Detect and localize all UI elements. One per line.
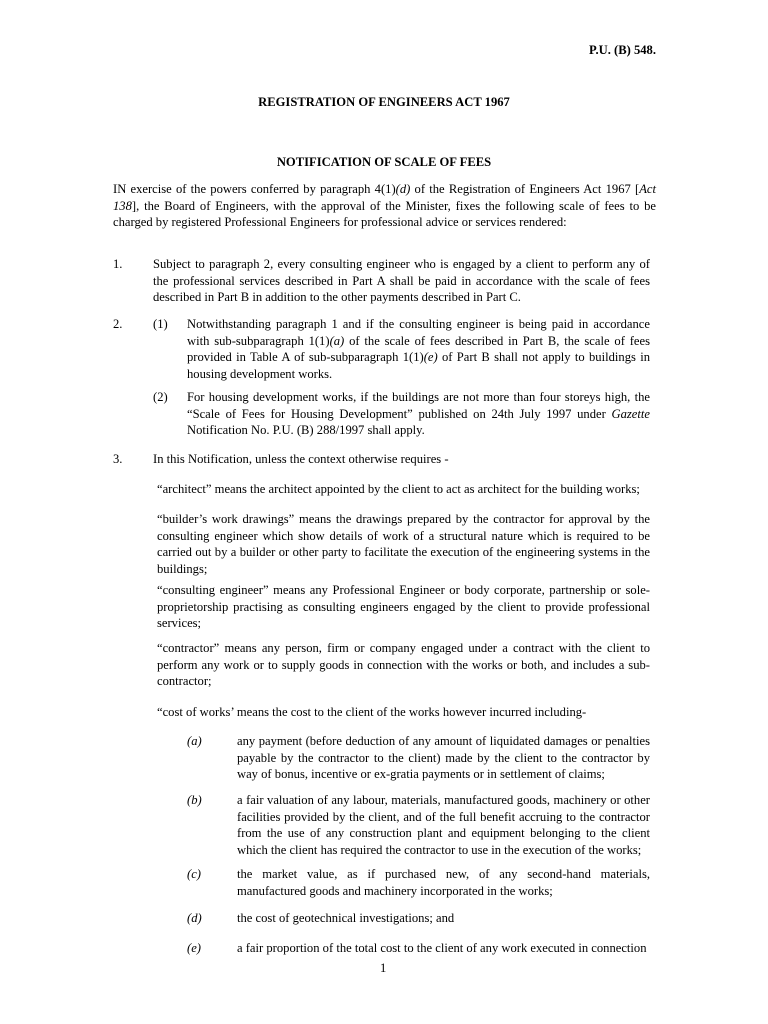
paragraph-3-text: In this Notification, unless the context otherwise requires - [153,452,449,466]
paragraph-2-number: 2. [113,317,123,331]
item-e-text: a fair proportion of the total cost to the client of any work executed in connection [237,941,647,955]
p2-2-text-c: Notification No. P.U. (B) 288/1997 shall apply. [187,423,425,437]
intro-text-1: IN exercise of the powers conferred by paragraph 4(1) [113,182,396,196]
p2-1-text-a: Notwithstanding paragraph 1 and if the consulting engineer is being paid in accordance with sub-subparagraph 1(1) [187,317,650,348]
paragraph-2-2-text [187,389,650,439]
page-number: 1 [380,961,387,975]
intro-paragraph [113,181,656,231]
p2-1-text-e: of Part B shall not apply to buildings in housing development works. [187,350,650,381]
item-e-label: (e) [187,941,201,955]
intro-text-2: of the Registration of Engineers Act 1967 [ [410,182,640,196]
item-b-label: (b) [187,793,202,807]
item-d-text: the cost of geotechnical investigations; and [237,911,455,925]
notification-title: NOTIFICATION OF SCALE OF FEES [276,155,492,169]
paragraph-2-2-label: (2) [153,390,168,404]
paragraph-3-number: 3. [113,452,123,466]
gazette-reference: P.U. (B) 548. [588,43,656,57]
item-d-label: (d) [187,911,202,925]
item-c-text: the market value, as if purchased new, of any second-hand materials, manufactured goods and machinery incorporated in the works; [237,867,650,898]
paragraph-1-text: Subject to paragraph 2, every consulting engineer who is engaged by a client to perform any of the professional services described in Part A shall be paid in accordance with the scale of fees described in Part B in addition to the other payments described in Part C. [153,257,650,304]
item-a-label: (a) [187,734,202,748]
act-title: REGISTRATION OF ENGINEERS ACT 1967 [258,95,510,109]
p2-1-text-c: of the scale of fees described in Part B, the scale of fees provided in Table A of sub-subparagraph 1(1) [187,333,650,364]
item-a-text: any payment (before deduction of any amount of liquidated damages or penalties payable by the contractor to the client) made by the client to the contractor by way of bonus, incentive or ex-gratia payments or in settlement of claims; [237,734,650,781]
p2-1-italic-a: (a) [329,333,345,348]
definition-architect: “architect” means the architect appointed by the client to act as architect for the building works; [157,482,640,496]
item-c-label: (c) [187,867,201,881]
paragraph-1-number: 1. [113,257,123,271]
item-b-text: a fair valuation of any labour, materials, manufactured goods, machinery or other facilities provided by the client, and of the full benefit accruing to the contractor from the use of any construction plant and equipment belonging to the client which the client has required the contractor to use in the execution of the works; [237,793,650,857]
p2-1-italic-e: (e) [423,350,438,364]
intro-text-3: ], the Board of Engineers, with the approval of the Minister, fixes the following scale of fees to be charged by registered Professional Engineers for professional advice or services rendered: [113,198,656,229]
intro-italic-d: (d) [395,182,411,196]
paragraph-2-1-text [187,316,650,382]
definition-consulting-engineer: “consulting engineer” means any Professional Engineer or body corporate, partnership or sole-proprietorship practising as consulting engineers engaged by the client to provide professional services; [157,583,650,630]
definition-contractor: “contractor” means any person, firm or company engaged under a contract with the client to perform any work or to supply goods in connection with the works or both, and includes a sub-contractor; [157,641,650,688]
paragraph-2-1-label: (1) [153,317,168,331]
p2-2-italic-gazette: Gazette [611,406,650,421]
definition-cost-of-works: “cost of works’ means the cost to the client of the works however incurred including- [157,705,587,719]
p2-2-text-a: For housing development works, if the buildings are not more than four storeys high, the “Scale of Fees for Housing Development” published on 24th July 1997 under [187,390,650,421]
definition-builders-work-drawings: “builder’s work drawings” means the drawings prepared by the contractor for approval by the consulting engineer which show details of work of a structural nature which is required to be carried out by a builder or other party to facilitate the execution of the engineering systems in the buildings; [157,512,650,576]
intro-act-ref: Act 138 [113,182,656,213]
